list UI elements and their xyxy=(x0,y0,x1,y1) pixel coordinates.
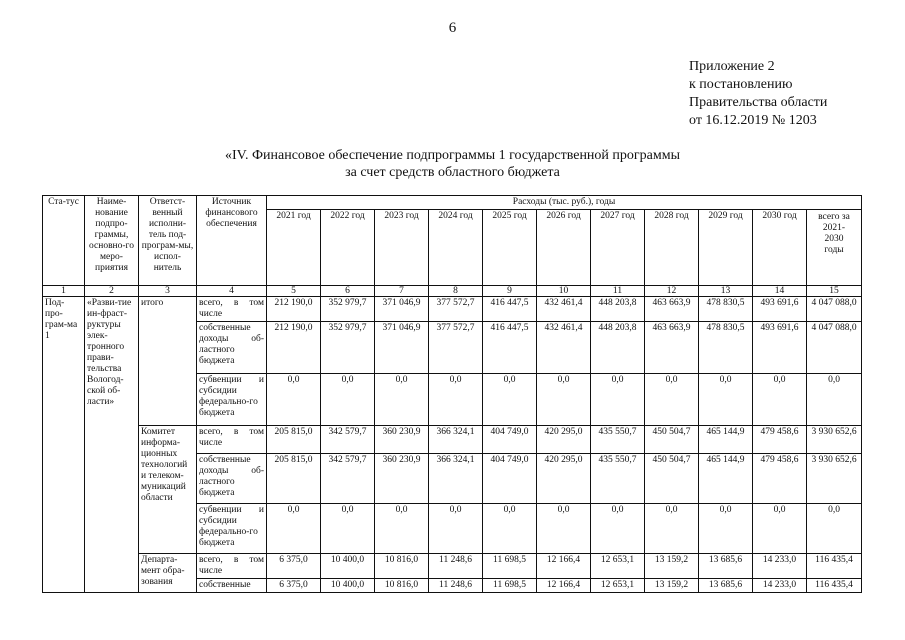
value-cell: 479 458,6 xyxy=(753,426,807,454)
appendix-block xyxy=(689,58,827,130)
value-cell: 435 550,7 xyxy=(591,454,645,504)
value-cell: 3 930 652,6 xyxy=(807,454,862,504)
title-line: за счет средств областного бюджета xyxy=(345,165,560,180)
value-cell: 4 047 088,0 xyxy=(807,297,862,322)
value-cell: 12 166,4 xyxy=(537,579,591,593)
value-cell: 342 579,7 xyxy=(321,454,375,504)
table-row xyxy=(43,554,862,579)
value-cell: 0,0 xyxy=(699,504,753,554)
value-cell: 0,0 xyxy=(537,504,591,554)
value-cell: 342 579,7 xyxy=(321,426,375,454)
source-cell: собственные xyxy=(197,579,267,593)
value-cell: 0,0 xyxy=(429,374,483,426)
header-expenses: Расходы (тыс. руб.), годы xyxy=(267,196,862,210)
column-number: 13 xyxy=(699,286,753,297)
source-cell: всего, в том числе xyxy=(197,426,267,454)
value-cell: 116 435,4 xyxy=(807,554,862,579)
value-cell: 0,0 xyxy=(321,504,375,554)
value-cell: 10 816,0 xyxy=(375,579,429,593)
executor-cell: Департа-мент обра-зования xyxy=(139,554,197,593)
finance-table xyxy=(42,195,862,593)
value-cell: 0,0 xyxy=(483,504,537,554)
title-line: «IV. Финансовое обеспечение подпрограммы 1 государственной программы xyxy=(225,148,680,163)
value-cell: 11 698,5 xyxy=(483,554,537,579)
source-cell: субвенции и субсидии федерально-го бюджета xyxy=(197,504,267,554)
value-cell: 478 830,5 xyxy=(699,297,753,322)
column-number: 2 xyxy=(85,286,139,297)
appendix-line: Приложение 2 xyxy=(689,59,775,74)
value-cell: 463 663,9 xyxy=(645,322,699,374)
table-row xyxy=(43,297,862,322)
value-cell: 0,0 xyxy=(321,374,375,426)
value-cell: 3 930 652,6 xyxy=(807,426,862,454)
source-cell: собственные доходы об-ластного бюджета xyxy=(197,454,267,504)
value-cell: 13 159,2 xyxy=(645,579,699,593)
column-number: 15 xyxy=(807,286,862,297)
value-cell: 0,0 xyxy=(807,374,862,426)
value-cell: 465 144,9 xyxy=(699,426,753,454)
value-cell: 448 203,8 xyxy=(591,297,645,322)
value-cell: 13 685,6 xyxy=(699,554,753,579)
appendix-line: к постановлению xyxy=(689,77,793,92)
value-cell: 0,0 xyxy=(591,374,645,426)
value-cell: 420 295,0 xyxy=(537,426,591,454)
appendix-line: от 16.12.2019 № 1203 xyxy=(689,113,817,128)
value-cell: 0,0 xyxy=(807,504,862,554)
header-status: Ста-тус xyxy=(43,196,85,286)
value-cell: 352 979,7 xyxy=(321,322,375,374)
value-cell: 13 685,6 xyxy=(699,579,753,593)
value-cell: 0,0 xyxy=(699,374,753,426)
value-cell: 360 230,9 xyxy=(375,426,429,454)
column-number: 3 xyxy=(139,286,197,297)
value-cell: 0,0 xyxy=(753,374,807,426)
header-year: 2029 год xyxy=(699,210,753,286)
column-number: 10 xyxy=(537,286,591,297)
value-cell: 0,0 xyxy=(591,504,645,554)
value-cell: 11 248,6 xyxy=(429,579,483,593)
column-number: 12 xyxy=(645,286,699,297)
value-cell: 420 295,0 xyxy=(537,454,591,504)
status-cell: Под-про-грам-ма 1 xyxy=(43,297,85,593)
value-cell: 448 203,8 xyxy=(591,322,645,374)
value-cell: 435 550,7 xyxy=(591,426,645,454)
header-year: 2028 год xyxy=(645,210,699,286)
column-number: 5 xyxy=(267,286,321,297)
value-cell: 0,0 xyxy=(483,374,537,426)
header-name: Наиме-нование подпро-граммы, основно-го меро-приятия xyxy=(85,196,139,286)
value-cell: 12 653,1 xyxy=(591,579,645,593)
source-cell: собственные доходы об-ластного бюджета xyxy=(197,322,267,374)
column-number: 11 xyxy=(591,286,645,297)
column-number: 7 xyxy=(375,286,429,297)
value-cell: 12 166,4 xyxy=(537,554,591,579)
value-cell: 212 190,0 xyxy=(267,322,321,374)
value-cell: 10 816,0 xyxy=(375,554,429,579)
value-cell: 493 691,6 xyxy=(753,322,807,374)
value-cell: 14 233,0 xyxy=(753,579,807,593)
executor-cell: итого xyxy=(139,297,197,426)
source-cell: всего, в том числе xyxy=(197,554,267,579)
value-cell: 404 749,0 xyxy=(483,454,537,504)
value-cell: 404 749,0 xyxy=(483,426,537,454)
header-source: Источник финансового обеспечения xyxy=(197,196,267,286)
value-cell: 371 046,9 xyxy=(375,322,429,374)
value-cell: 11 248,6 xyxy=(429,554,483,579)
value-cell: 205 815,0 xyxy=(267,426,321,454)
appendix-line: Правительства области xyxy=(689,95,828,110)
executor-cell: Комитет информа-ционных технологий и телеком-муникаций области xyxy=(139,426,197,554)
value-cell: 11 698,5 xyxy=(483,579,537,593)
table-row xyxy=(43,426,862,454)
value-cell: 0,0 xyxy=(375,374,429,426)
value-cell: 479 458,6 xyxy=(753,454,807,504)
header-year: всего за 2021-2030 годы xyxy=(807,210,862,286)
header-year: 2027 год xyxy=(591,210,645,286)
value-cell: 10 400,0 xyxy=(321,579,375,593)
column-number: 14 xyxy=(753,286,807,297)
column-number: 9 xyxy=(483,286,537,297)
header-year: 2025 год xyxy=(483,210,537,286)
column-number: 1 xyxy=(43,286,85,297)
value-cell: 116 435,4 xyxy=(807,579,862,593)
value-cell: 432 461,4 xyxy=(537,322,591,374)
column-number: 6 xyxy=(321,286,375,297)
header-year: 2026 год xyxy=(537,210,591,286)
value-cell: 14 233,0 xyxy=(753,554,807,579)
value-cell: 0,0 xyxy=(429,504,483,554)
value-cell: 352 979,7 xyxy=(321,297,375,322)
value-cell: 360 230,9 xyxy=(375,454,429,504)
value-cell: 377 572,7 xyxy=(429,322,483,374)
value-cell: 6 375,0 xyxy=(267,579,321,593)
header-year: 2023 год xyxy=(375,210,429,286)
value-cell: 463 663,9 xyxy=(645,297,699,322)
value-cell: 377 572,7 xyxy=(429,297,483,322)
value-cell: 205 815,0 xyxy=(267,454,321,504)
header-year: 2030 год xyxy=(753,210,807,286)
subprogram-name-cell: «Разви-тие ин-фраст-руктуры элек-тронного прави-тельства Вологод-ской об-ласти» xyxy=(85,297,139,593)
header-executor: Ответст-венный исполни-тель под-програм-мы, испол-нитель xyxy=(139,196,197,286)
header-year: 2022 год xyxy=(321,210,375,286)
column-number: 8 xyxy=(429,286,483,297)
page-number: 6 xyxy=(448,20,457,36)
value-cell: 212 190,0 xyxy=(267,297,321,322)
value-cell: 371 046,9 xyxy=(375,297,429,322)
value-cell: 0,0 xyxy=(267,374,321,426)
column-number: 4 xyxy=(197,286,267,297)
value-cell: 10 400,0 xyxy=(321,554,375,579)
value-cell: 416 447,5 xyxy=(483,322,537,374)
value-cell: 0,0 xyxy=(267,504,321,554)
value-cell: 4 047 088,0 xyxy=(807,322,862,374)
header-year: 2024 год xyxy=(429,210,483,286)
source-cell: всего, в том числе xyxy=(197,297,267,322)
value-cell: 0,0 xyxy=(645,374,699,426)
value-cell: 13 159,2 xyxy=(645,554,699,579)
value-cell: 478 830,5 xyxy=(699,322,753,374)
value-cell: 450 504,7 xyxy=(645,454,699,504)
value-cell: 0,0 xyxy=(645,504,699,554)
value-cell: 366 324,1 xyxy=(429,426,483,454)
value-cell: 0,0 xyxy=(375,504,429,554)
source-cell: субвенции и субсидии федерально-го бюджета xyxy=(197,374,267,426)
value-cell: 0,0 xyxy=(537,374,591,426)
value-cell: 0,0 xyxy=(753,504,807,554)
section-title xyxy=(180,147,725,181)
value-cell: 366 324,1 xyxy=(429,454,483,504)
header-year: 2021 год xyxy=(267,210,321,286)
value-cell: 432 461,4 xyxy=(537,297,591,322)
value-cell: 450 504,7 xyxy=(645,426,699,454)
value-cell: 12 653,1 xyxy=(591,554,645,579)
value-cell: 6 375,0 xyxy=(267,554,321,579)
value-cell: 416 447,5 xyxy=(483,297,537,322)
value-cell: 493 691,6 xyxy=(753,297,807,322)
value-cell: 465 144,9 xyxy=(699,454,753,504)
